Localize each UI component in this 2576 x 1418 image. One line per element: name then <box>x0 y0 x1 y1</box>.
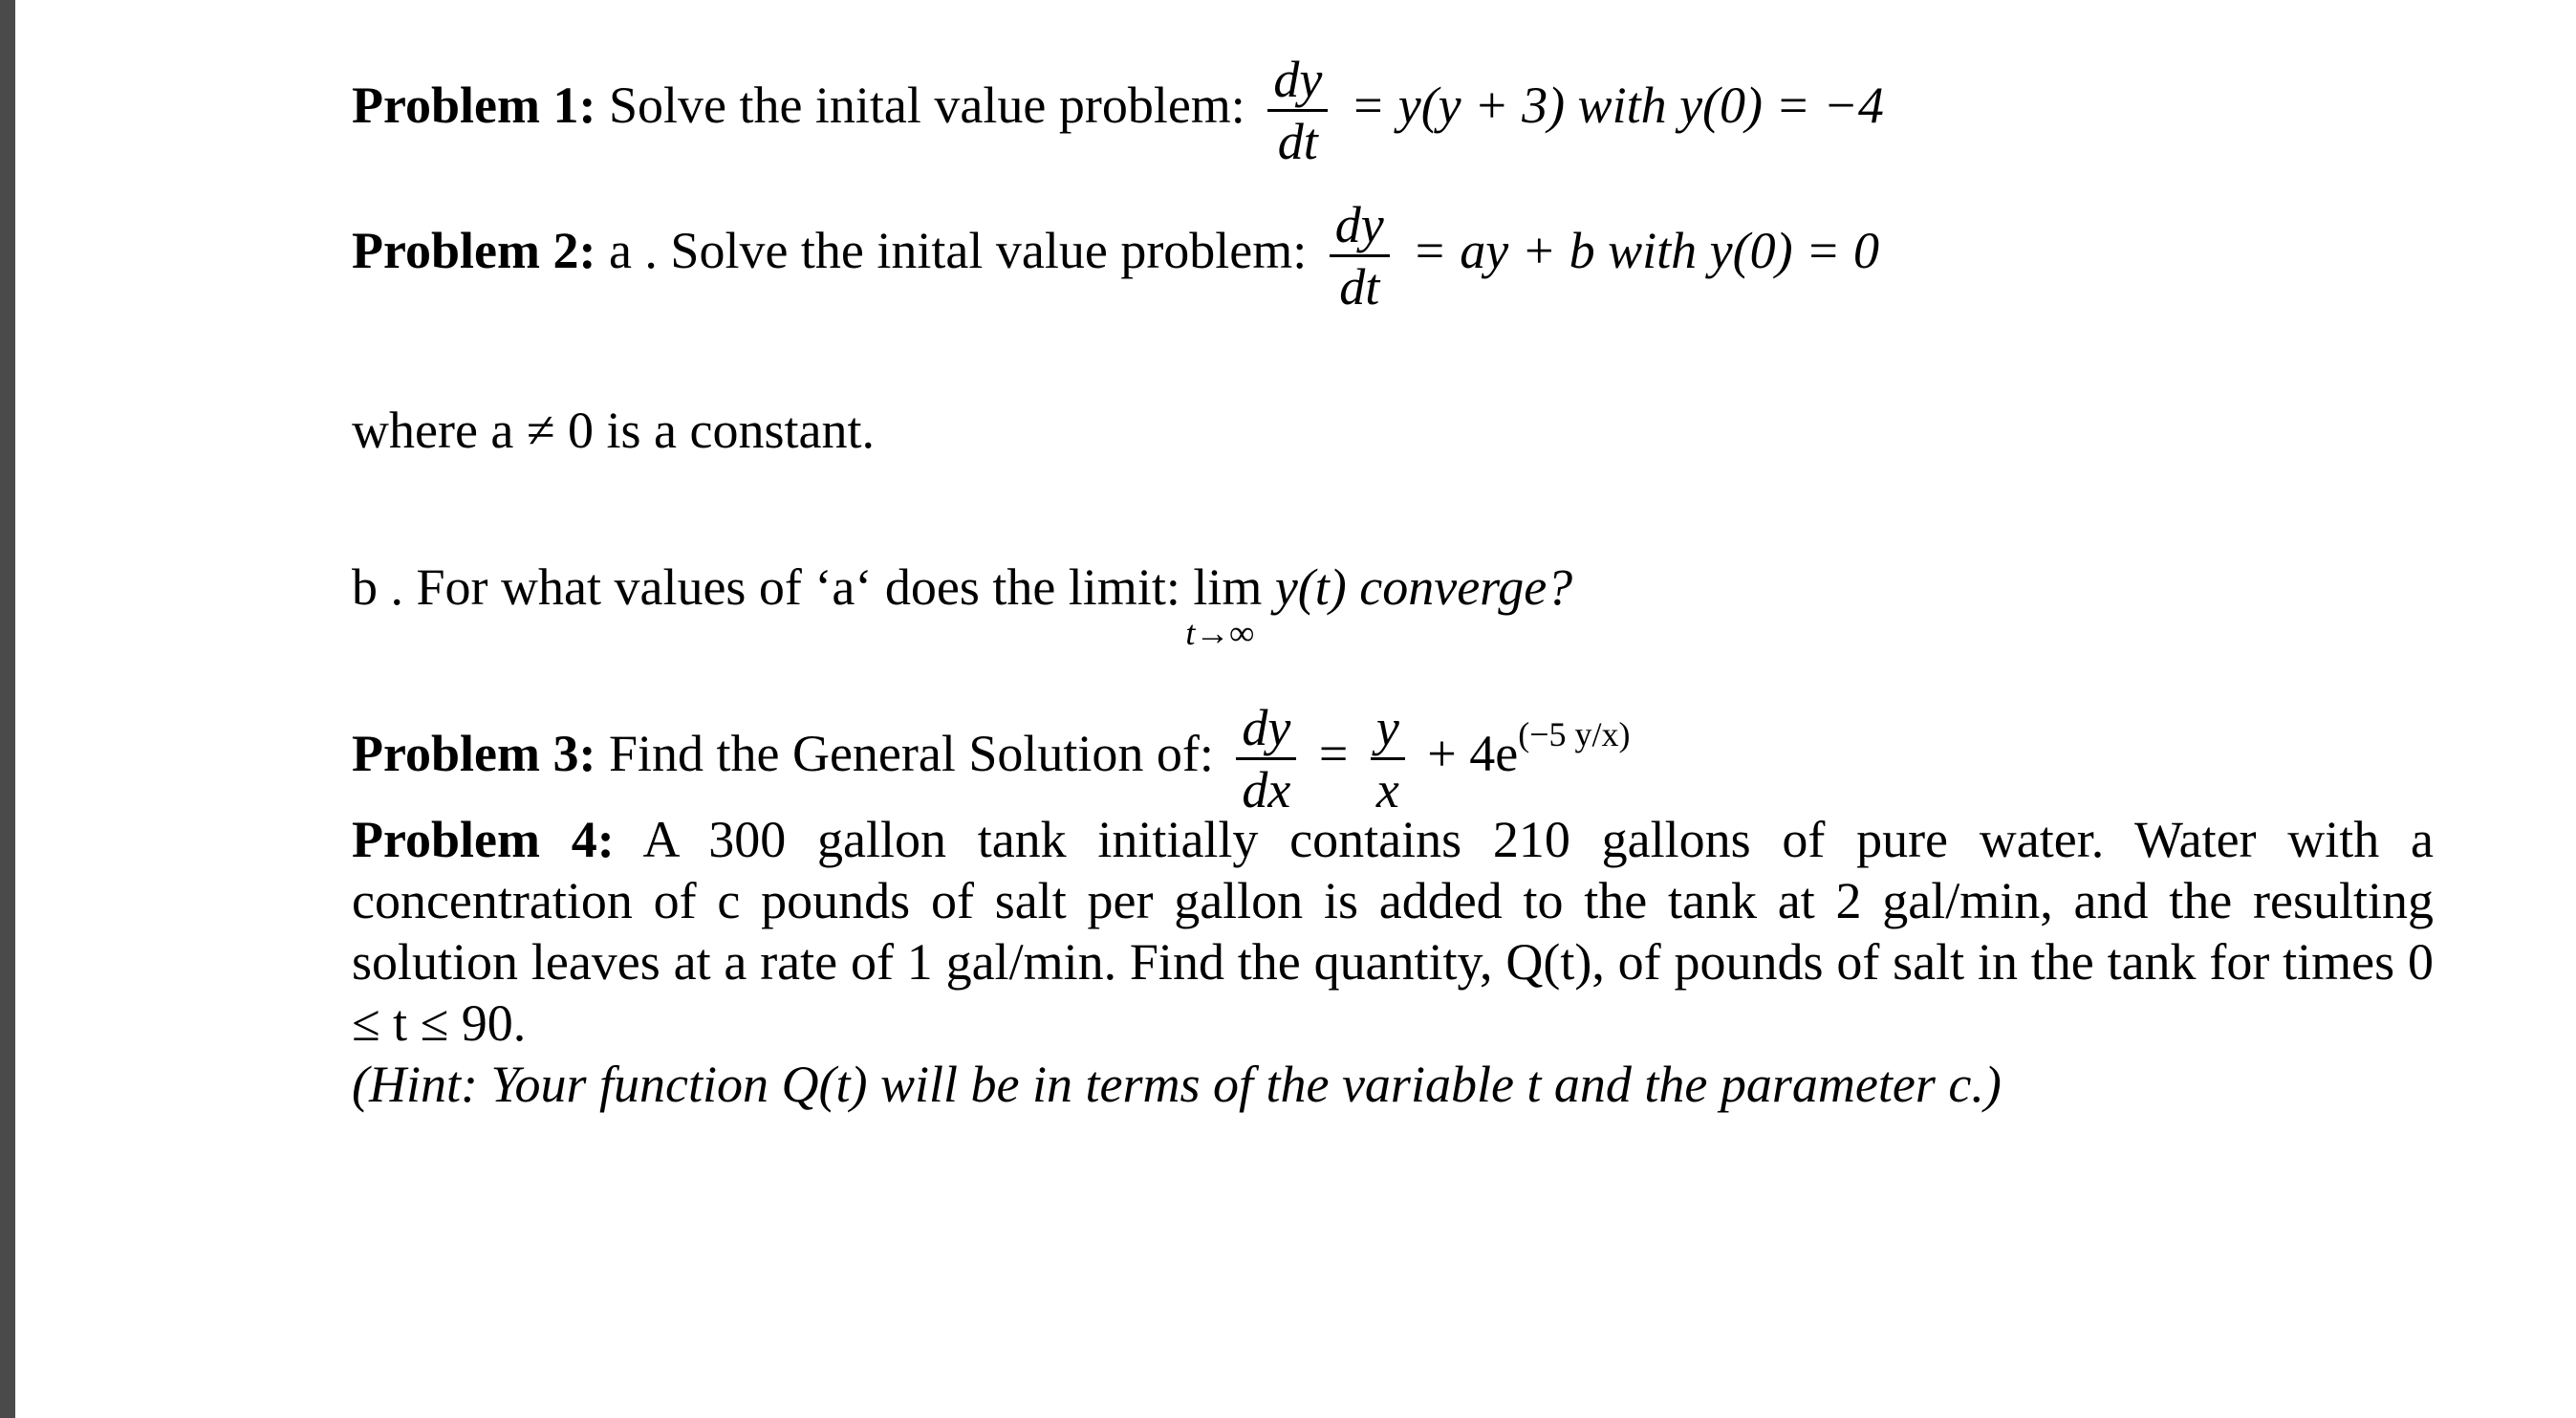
problem-3-frac1-den: dx <box>1242 761 1291 818</box>
limit-word: lim <box>1193 558 1263 616</box>
problem-3 <box>352 698 1630 819</box>
limit-operator <box>1185 556 1263 652</box>
problem-3-term: + 4e <box>1427 724 1519 782</box>
problem-4-text: A 300 gallon tank initially contains 210 gallons of pure water. Water with a concentration of c pounds of salt per gallon is added to the tank at 2 gal/min, and the resulting solution leaves at a rate of 1 gal/min. Find the quantity, Q(t), of pounds of salt in the tank for times 0 ≤ t ≤ 90. <box>352 811 2435 1052</box>
problem-2-frac-num: dy <box>1330 195 1390 257</box>
problem-2-frac-den: dt <box>1339 258 1380 316</box>
problem-2-equation: = ay + b with y(0) = 0 <box>1412 221 1879 279</box>
problem-3-derivative <box>1236 698 1296 819</box>
problem-2-where: where a ≠ 0 is a constant. <box>352 402 875 459</box>
problem-2-label: Problem 2: <box>352 221 596 279</box>
problem-3-ratio <box>1371 698 1405 819</box>
problem-3-frac1-num: dy <box>1236 698 1296 760</box>
problem-2-prefix: a . Solve the inital value problem: <box>608 221 1308 279</box>
viewer-left-edge <box>0 0 15 1418</box>
problem-2-derivative <box>1330 195 1390 316</box>
limit-subscript: t→∞ <box>1185 614 1254 652</box>
document-page <box>15 0 2576 1418</box>
problem-2-part-b-suffix: y(t) converge? <box>1274 558 1573 616</box>
problem-3-frac2-num: y <box>1371 698 1405 760</box>
problem-1-label: Problem 1: <box>352 76 596 134</box>
problem-1-equation: = y(y + 3) with y(0) = −4 <box>1350 76 1884 134</box>
problem-1-frac-num: dy <box>1267 50 1328 112</box>
problem-3-exponent: (−5 y/x) <box>1518 714 1631 753</box>
problem-1-prefix: Solve the inital value problem: <box>608 76 1245 134</box>
problem-1 <box>352 50 1884 171</box>
problem-4-label: Problem 4: <box>352 811 615 868</box>
problem-3-frac2-den: x <box>1375 761 1399 818</box>
problem-2-part-b <box>352 556 1573 652</box>
problem-1-derivative <box>1267 50 1328 171</box>
problem-2-part-b-prefix: b . For what values of ‘a‘ does the limit: <box>352 558 1180 616</box>
problem-2 <box>352 195 1879 316</box>
problem-4 <box>352 809 2434 1115</box>
problem-3-label: Problem 3: <box>352 724 596 782</box>
problem-3-equals: = <box>1318 724 1349 782</box>
problem-1-frac-den: dt <box>1277 113 1318 170</box>
problem-4-hint: (Hint: Your function Q(t) will be in terms of the variable t and the parameter c.) <box>352 1056 2002 1113</box>
problem-3-prefix: Find the General Solution of: <box>608 724 1214 782</box>
